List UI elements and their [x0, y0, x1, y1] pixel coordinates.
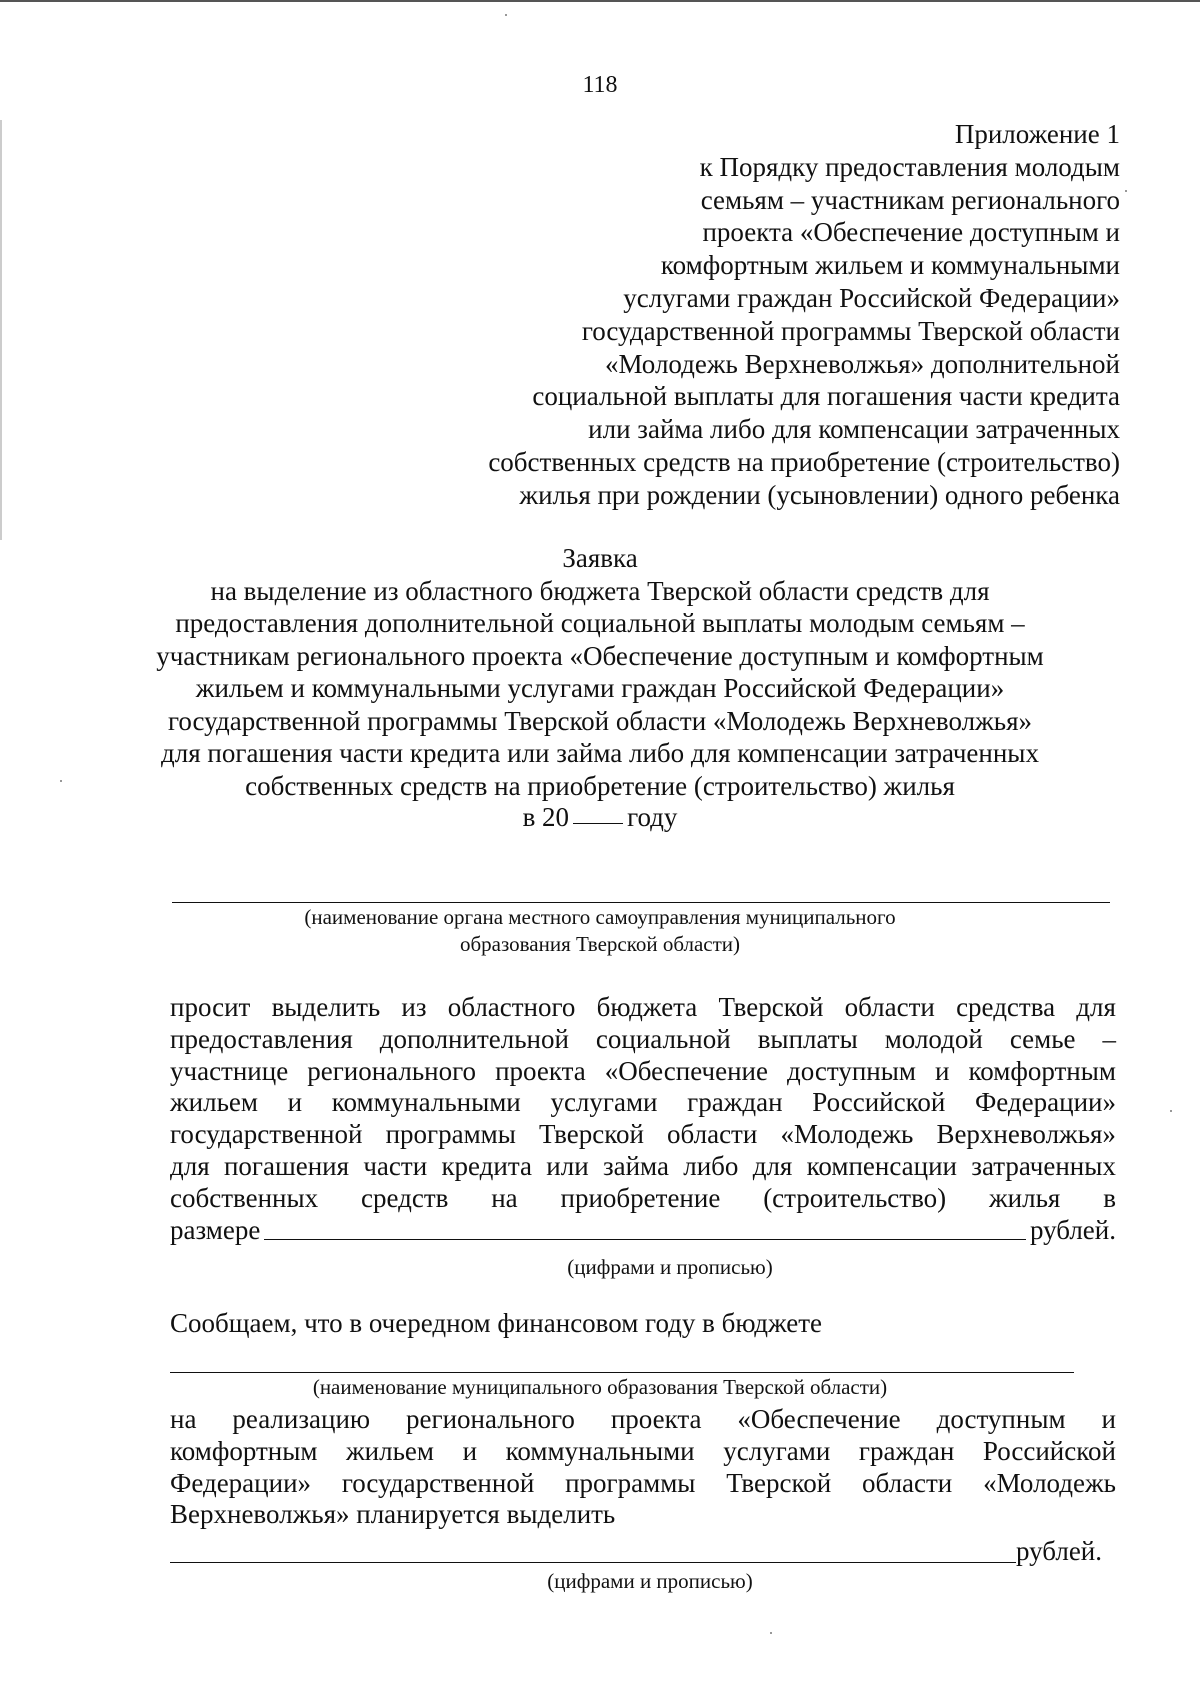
word: части — [363, 1150, 428, 1181]
title-line: государственной программы Тверской области «Молодежь Верхневолжья» — [167, 705, 1032, 736]
word: Верхневолжья» — [936, 1119, 1116, 1150]
word: государственной — [341, 1467, 535, 1498]
word: социальной — [595, 1023, 731, 1054]
caption-line: (наименование органа местного самоуправления муниципального — [304, 905, 896, 929]
word: «Обеспечение — [604, 1055, 768, 1086]
appendix-line: услугами граждан Российской Федерации» — [623, 282, 1120, 313]
org-name-line[interactable] — [172, 902, 1110, 903]
caption-line: образования Тверской области) — [459, 932, 741, 956]
word: Тверской — [726, 1467, 832, 1498]
word: областного — [447, 992, 576, 1022]
word: области — [862, 1467, 953, 1498]
request-line — [170, 1119, 1116, 1151]
word: Российской — [812, 1087, 946, 1118]
word: дополнительной — [379, 1023, 569, 1054]
word: услугами — [723, 1435, 831, 1466]
final-amount-blank[interactable] — [170, 1562, 1016, 1563]
word: погашения — [223, 1150, 350, 1181]
budget-line — [170, 1468, 1116, 1500]
word: государственной — [170, 1119, 363, 1150]
final-amount-suffix: рублей. — [1016, 1536, 1103, 1566]
scan-speck — [1170, 1110, 1172, 1112]
year-blank[interactable] — [573, 822, 623, 824]
word: просит — [170, 992, 251, 1022]
word: и — [935, 1055, 950, 1086]
final-amount-caption: (цифрами и прописью) — [547, 1569, 753, 1593]
amount-caption: (цифрами и прописью) — [567, 1255, 773, 1279]
municipality-name-line[interactable] — [170, 1372, 1074, 1373]
appendix-line: комфортным жильем и коммунальными — [660, 250, 1120, 281]
scan-speck — [505, 14, 507, 16]
scan-speck — [1125, 190, 1127, 192]
appendix-line: проекта «Обеспечение доступным и — [702, 217, 1120, 248]
title-line: жильем и коммунальными услугами граждан Российской Федерации» — [195, 673, 1005, 703]
word: собственных — [170, 1182, 319, 1213]
word: регионального — [307, 1055, 477, 1086]
word: или — [546, 1150, 589, 1181]
word: регионального — [406, 1404, 575, 1434]
word: и — [462, 1435, 478, 1466]
request-line — [170, 1183, 1116, 1215]
word: Федерации» — [974, 1087, 1116, 1118]
budget-line: Верхневолжья» планируется выделить — [170, 1499, 616, 1530]
word: семье — [1009, 1023, 1076, 1054]
word: кредита — [441, 1150, 532, 1181]
appendix-line: собственных средств на приобретение (строительство) — [488, 446, 1120, 477]
amount-prefix: размере — [170, 1214, 261, 1245]
org-name-caption — [0, 904, 1200, 958]
word: Тверской — [539, 1119, 644, 1150]
request-line — [170, 1056, 1116, 1088]
word: средств — [360, 1182, 449, 1213]
word: затраченных — [971, 1150, 1116, 1181]
appendix-line: жилья при рождении (усыновлении) одного ребенка — [519, 479, 1120, 510]
page-number: 118 — [582, 72, 618, 98]
word: для — [1076, 992, 1116, 1022]
word: программы — [385, 1119, 516, 1150]
word: участнице — [170, 1055, 289, 1086]
scan-speck — [60, 780, 62, 782]
word: коммунальными — [331, 1087, 521, 1118]
word: молодой — [884, 1023, 983, 1054]
title-line: предоставления дополнительной социальной выплаты молодым семьям – — [175, 608, 1025, 638]
word: компенсации — [806, 1150, 957, 1181]
word: программы — [565, 1467, 696, 1498]
word: либо — [683, 1150, 739, 1181]
appendix-line: или займа либо для компенсации затраченных — [588, 414, 1120, 445]
word: и — [1101, 1404, 1116, 1434]
appendix-line: семьям – участникам регионального — [700, 184, 1120, 215]
word: комфортным — [968, 1055, 1116, 1086]
word: Федерации» — [170, 1467, 312, 1498]
word: реализацию — [232, 1404, 371, 1434]
word: области — [667, 1119, 758, 1150]
municipality-caption: (наименование муниципального образования Тверской области) — [312, 1375, 888, 1399]
word: выплаты — [757, 1023, 858, 1054]
appendix-line: Приложение 1 — [954, 119, 1120, 149]
title-line: для погашения части кредита или займа либо для компенсации затраченных — [161, 738, 1039, 768]
year-line — [0, 802, 1200, 833]
appendix-line: государственной программы Тверской области — [581, 315, 1120, 346]
word: «Молодежь — [983, 1467, 1116, 1498]
title-line: участникам регионального проекта «Обеспечение доступным и комфортным — [156, 640, 1044, 671]
word: (строительство) — [763, 1182, 947, 1213]
budget-line — [170, 1436, 1116, 1468]
word: и — [287, 1087, 303, 1118]
word: проекта — [495, 1055, 586, 1086]
word: услугами — [550, 1087, 658, 1118]
request-line — [170, 992, 1116, 1024]
word: предоставления — [170, 1023, 353, 1054]
word: доступным — [936, 1404, 1066, 1434]
request-line — [170, 1151, 1116, 1183]
word: жильем — [346, 1435, 434, 1466]
word: граждан — [858, 1435, 955, 1466]
word: приобретение — [560, 1182, 721, 1213]
word: средства — [956, 992, 1056, 1022]
title-line: собственных средств на приобретение (строительство) жилья — [245, 770, 955, 801]
word: коммунальными — [505, 1435, 695, 1466]
word: для — [170, 1150, 210, 1181]
word: жильем — [170, 1087, 258, 1118]
word: жилья — [989, 1182, 1061, 1213]
word: «Молодежь — [780, 1119, 914, 1150]
budget-line — [170, 1404, 1116, 1436]
scan-shadow — [0, 120, 2, 540]
year-suffix: году — [627, 802, 678, 832]
word: из — [401, 992, 427, 1022]
word: области — [844, 992, 935, 1022]
year-prefix: в 20 — [522, 802, 570, 832]
word: – — [1102, 1023, 1116, 1054]
application-title — [0, 542, 1200, 802]
title-line: Заявка — [562, 543, 638, 573]
word: граждан — [687, 1087, 783, 1118]
word: в — [1103, 1182, 1116, 1213]
word: проекта — [610, 1404, 702, 1434]
word: Тверской — [718, 992, 824, 1022]
word: выделить — [271, 992, 381, 1022]
amount-blank[interactable] — [264, 1238, 1026, 1240]
appendix-line: социальной выплаты для погашения части кредита — [532, 381, 1120, 412]
appendix-header — [400, 118, 1120, 512]
word: для — [752, 1150, 793, 1181]
scan-speck — [770, 1632, 772, 1634]
word: «Обеспечение — [737, 1404, 901, 1434]
word: комфортным — [170, 1435, 318, 1466]
inform-line: Сообщаем, что в очередном финансовом году в бюджете — [170, 1308, 823, 1338]
word: на — [491, 1182, 518, 1213]
budget-paragraph — [170, 1404, 1116, 1531]
word: на — [170, 1404, 197, 1434]
title-line: на выделение из областного бюджета Тверской области средств для — [210, 575, 990, 606]
word: займа — [602, 1150, 669, 1181]
amount-suffix: рублей. — [1029, 1214, 1116, 1245]
word: доступным — [787, 1055, 916, 1086]
appendix-line: «Молодежь Верхневолжья» дополнительной — [604, 348, 1120, 379]
word: бюджета — [596, 992, 698, 1022]
word: Российской — [982, 1435, 1116, 1466]
scan-edge — [0, 0, 1200, 2]
request-line — [170, 1024, 1116, 1056]
amount-line — [170, 1215, 1116, 1247]
request-line — [170, 1087, 1116, 1119]
appendix-line: к Порядку предоставления молодым — [699, 151, 1120, 182]
request-paragraph — [170, 992, 1116, 1246]
